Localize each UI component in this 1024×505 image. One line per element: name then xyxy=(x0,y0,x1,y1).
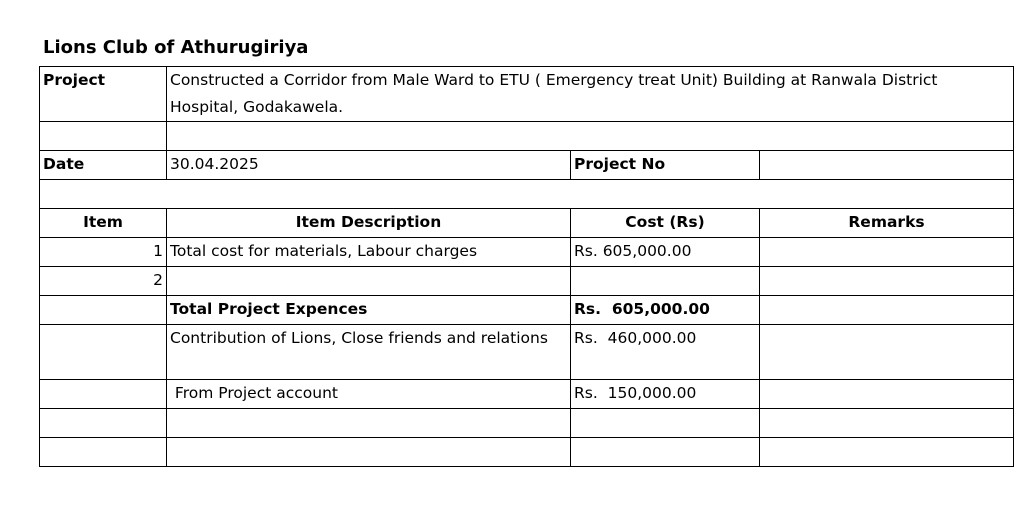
item-cost xyxy=(571,267,760,296)
spacer-cell xyxy=(40,122,167,151)
date-value: 30.04.2025 xyxy=(167,151,571,180)
item-remarks xyxy=(760,238,1014,267)
project-label: Project xyxy=(40,67,167,122)
empty-cell xyxy=(167,409,571,438)
spacer-cell xyxy=(167,122,1014,151)
empty-cell xyxy=(571,438,760,467)
item-cost: Rs. 605,000.00 xyxy=(571,238,760,267)
empty-cell xyxy=(40,438,167,467)
total-value: Rs. 605,000.00 xyxy=(571,296,760,325)
total-row xyxy=(40,296,1014,325)
empty-cell xyxy=(760,409,1014,438)
item-number: 2 xyxy=(40,267,167,296)
empty-cell xyxy=(167,438,571,467)
project-account-row xyxy=(40,380,1014,409)
column-header-cost: Cost (Rs) xyxy=(571,209,760,238)
item-remarks xyxy=(760,267,1014,296)
empty-cell xyxy=(760,325,1014,380)
page-title: Lions Club of Athurugiriya xyxy=(43,37,309,58)
column-header-description: Item Description xyxy=(167,209,571,238)
project-no-label: Project No xyxy=(571,151,760,180)
project-value: Constructed a Corridor from Male Ward to ETU ( Emergency treat Unit) Building at Ranwala District Hospital, Godakawela. xyxy=(167,67,1014,122)
project-account-value: Rs. 150,000.00 xyxy=(571,380,760,409)
table-row xyxy=(40,438,1014,467)
project-account-label: From Project account xyxy=(167,380,571,409)
empty-cell xyxy=(760,438,1014,467)
total-label: Total Project Expences xyxy=(167,296,571,325)
item-description: Total cost for materials, Labour charges xyxy=(167,238,571,267)
empty-cell xyxy=(571,409,760,438)
date-label: Date xyxy=(40,151,167,180)
empty-cell xyxy=(40,409,167,438)
item-description xyxy=(167,267,571,296)
contribution-value: Rs. 460,000.00 xyxy=(571,325,760,380)
column-header-item: Item xyxy=(40,209,167,238)
project-table xyxy=(39,66,1014,467)
table-row xyxy=(40,267,1014,296)
empty-cell xyxy=(760,380,1014,409)
item-number: 1 xyxy=(40,238,167,267)
project-no-value xyxy=(760,151,1014,180)
table-row xyxy=(40,409,1014,438)
empty-cell xyxy=(40,296,167,325)
contribution-label: Contribution of Lions, Close friends and relations xyxy=(167,325,571,380)
spacer-cell xyxy=(40,180,1014,209)
empty-cell xyxy=(760,296,1014,325)
contribution-row xyxy=(40,325,1014,380)
empty-cell xyxy=(40,325,167,380)
empty-cell xyxy=(40,380,167,409)
column-header-remarks: Remarks xyxy=(760,209,1014,238)
table-row xyxy=(40,238,1014,267)
